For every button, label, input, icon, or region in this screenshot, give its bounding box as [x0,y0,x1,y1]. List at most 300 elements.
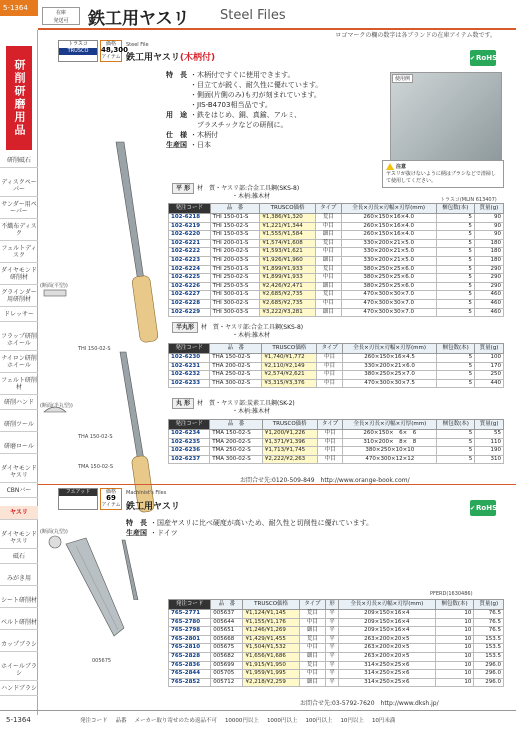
column-header: 質量(g) [474,600,504,610]
order-code-cell[interactable]: 765-2836 [169,661,211,670]
legend-item: 100円以上 [305,718,333,724]
table-cell: 330×200×21×5.0 [341,256,436,265]
table-cell: 荒目 [299,635,325,644]
table-cell: 5 [437,430,475,439]
table-cell: TMA 200-02-S [210,438,263,447]
sidebar-item[interactable]: ディスクペーパー [0,176,38,197]
sidebar-item[interactable]: 研削砥石 [0,154,38,168]
table-cell: 460 [474,291,503,300]
item-count-l1: 価格 [105,41,116,47]
table-cell: ¥2,110/¥2,149 [262,362,317,371]
rohs-badge: ✔ RoHS [470,50,496,66]
feature-row [166,70,322,80]
legend-item: 1000円以上 [266,718,298,724]
column-header: タイプ [315,204,341,214]
table-cell: THI 300-03-S [210,308,260,317]
product-title [126,50,215,63]
legend-item: 10円未満 [371,718,396,724]
column-header: TRUSCO価格 [260,204,315,214]
feature-value: ・ドイツ [150,529,178,537]
table-row [169,447,504,456]
table-cell: 260×150×16×4.0 [341,222,436,231]
table-header-row [169,600,504,610]
table-row [169,354,504,363]
feature-value: ・日本 [190,141,211,149]
table-cell: ¥1,740/¥1,772 [262,354,317,363]
table-row [169,371,504,380]
order-code-cell[interactable]: 102-6224 [169,265,211,274]
table-cell: 中目 [317,438,343,447]
feature-value: ・側面(片側のみ)も刃が刻まれています。 [190,91,321,99]
order-code-cell[interactable]: 102-6226 [169,282,211,291]
table-cell: 中目 [317,371,343,380]
sidebar-item[interactable]: カップブラシ [0,638,38,652]
item-count2-l1: 価格 [105,489,116,495]
table-cell: ¥2,685/¥2,735 [260,299,315,308]
table-cell: 10 [435,661,474,670]
feature-value: ・目立てが鋭く、耐久性に優れています。 [190,81,323,89]
flat-spec-table [168,203,504,317]
table-cell: 5 [437,438,475,447]
table-cell: TMA 150-02-S [210,430,263,439]
table-row [169,256,504,265]
half-material-l1: 材 質・ヤスリ部:合金工具鋼(SKS-8) [201,324,304,331]
item-count2-value: 69 [106,494,116,502]
table-cell: 5 [436,274,474,283]
order-code-cell[interactable]: 102-6222 [169,248,211,257]
round-material-l2: ・木柄:雑木材 [232,408,271,415]
table-cell: THI 200-03-S [210,256,260,265]
table-cell: 314×250×25×6 [339,678,436,687]
feature-value: ・木柄付 [190,131,218,139]
sidebar-item[interactable]: ホイールブラシ [0,660,38,681]
order-code-cell[interactable]: 102-6235 [169,438,210,447]
sidebar-item[interactable]: グラインダー用研削材 [0,286,38,307]
feature-key: 特 長 [126,519,147,527]
sidebar-item[interactable]: ダイヤモンドヤスリ [0,462,38,483]
page-number-bottom: 5-1364 [6,716,31,724]
sidebar-item[interactable]: みがき用 [0,572,38,586]
table-cell: THI 150-02-S [210,222,260,231]
table-cell: THI 150-03-S [210,231,260,240]
table-cell: 314×250×25×6 [339,670,436,679]
section-divider [38,484,516,485]
table-cell: ¥1,371/¥1,396 [262,438,317,447]
warning-icon [386,163,394,170]
stock-badge-line2: 発送可 [53,18,69,24]
table-cell: 470×300×12×12 [343,455,437,464]
table-row [169,282,504,291]
order-code-cell[interactable]: 765-2828 [169,652,211,661]
sidebar-item[interactable]: CBNバー [0,484,38,498]
table-cell: THA 150-02-S [210,354,262,363]
column-header: 発注コード [169,204,211,214]
half-round-file-drawing [120,352,155,513]
brand-right-label: トラスコ(MLIN 613407) [440,197,497,203]
table-cell: 290 [474,265,503,274]
table-cell: 005699 [211,661,243,670]
order-code-cell[interactable]: 102-6231 [169,362,210,371]
table-cell: 中目 [299,670,325,679]
sidebar-category-tab[interactable]: 研削研磨用品 [6,46,32,150]
page-header [38,0,516,30]
table-row [169,362,504,371]
feature-row [166,120,322,130]
table-cell: 470×300×30×7.0 [341,291,436,300]
table-row [169,438,504,447]
table-row [169,618,504,627]
sidebar-item[interactable]: サンダー用ペーパー [0,198,38,219]
caution-title: 注意 [396,164,407,170]
table-cell: 5 [436,256,474,265]
column-header: 梱包数(本) [435,600,474,610]
stock-badge [42,7,80,25]
feature-key: 生産国 [166,141,187,149]
order-code-cell[interactable]: 102-6233 [169,379,210,388]
order-code-cell[interactable]: 102-6232 [169,371,210,380]
feature-value: ・鉄をはじめ、銅、真鍮、アルミ、 [190,111,302,119]
table-cell: 380×250×10×10 [343,447,437,456]
pferd-contact: お問合せ先:03-5792-7620 http://www.dksh.jp/ [300,700,439,707]
order-code-cell[interactable]: 102-6227 [169,291,211,300]
table-cell: 470×300×30×7.5 [342,379,436,388]
feature-value: ・JIS-B4703相当品です。 [190,101,272,109]
table-row [169,265,504,274]
column-header: 質量(g) [475,344,504,354]
product1-features [166,70,322,150]
column-header: タイプ [317,344,343,354]
table-cell: 330×200×21×5.0 [341,248,436,257]
table-cell: THA 200-02-S [210,362,262,371]
table-cell: 005644 [211,618,243,627]
feature-key: 生産国 [126,529,147,537]
sidebar-item[interactable]: ナイロン研削ホイール [0,352,38,373]
table-cell: 10 [435,670,474,679]
column-header: 発注コード [169,600,211,610]
table-cell: THI 200-02-S [210,248,260,257]
legend-item: 10000円以上 [224,718,259,724]
order-code-cell[interactable]: 765-2852 [169,678,211,687]
table-cell: 平 [326,678,339,687]
table-cell: 110 [475,438,504,447]
legend-item: 発注コード [80,718,108,724]
flat-type-tag: 平 形 [172,183,194,194]
half-spec-table [168,343,504,388]
table-cell: 中目 [317,354,343,363]
caution-text: ヤスリが抜けないように柄はブラシなどで清掃して使用してください。 [386,171,496,184]
flat-section-label: (断面(平型)) [40,283,68,289]
table-cell: 170 [475,362,504,371]
table-header-row [169,204,504,214]
table-cell: 180 [474,248,503,257]
flat-file-drawing [116,142,159,343]
table-cell: 細目 [315,308,341,317]
order-code-cell[interactable]: 765-2780 [169,618,211,627]
table-cell: 中目 [317,379,343,388]
order-code-cell[interactable]: 765-2844 [169,670,211,679]
column-header: 質量(g) [474,204,503,214]
table-cell: 260×150×16×4.0 [341,214,436,223]
table-cell: ¥1,555/¥1,584 [260,231,315,240]
table-cell: 10 [435,610,474,619]
table-row [169,214,504,223]
sidebar-item[interactable]: ハンドブラシ [0,682,38,696]
brand2-name: フエアッド [59,489,97,496]
legend-item: 品番 [115,718,127,724]
table-cell: 10 [435,635,474,644]
table-cell: 153.5 [474,644,504,653]
round-spec-table [168,419,504,464]
table-cell: 5 [436,239,474,248]
table-cell: 5 [436,291,474,300]
rohs-badge-2: ✔ RoHS [470,500,496,516]
table-row [169,430,504,439]
column-header: 全長×刃長×刃幅×刃厚(mm) [341,204,436,214]
table-cell: 荒目 [299,610,325,619]
table-cell: ¥2,222/¥2,263 [262,455,317,464]
order-code-cell[interactable]: 102-6237 [169,455,210,464]
table-cell: 5 [437,362,475,371]
table-cell: 平 [326,652,339,661]
order-code-cell[interactable]: 765-2801 [169,635,211,644]
brand-name: トラスコ [68,41,88,47]
table-cell: 5 [436,222,474,231]
table-cell: ¥1,429/¥1,455 [243,635,299,644]
table-cell: ¥3,222/¥3,281 [260,308,315,317]
column-header: 質量(g) [475,420,504,430]
table-cell: 中目 [315,274,341,283]
table-cell: 5 [437,354,475,363]
table-cell: 296.0 [474,661,504,670]
order-code-cell[interactable]: 102-6221 [169,239,211,248]
column-header: タイプ [317,420,343,430]
table-cell: ¥1,593/¥1,621 [260,248,315,257]
table-cell: 330×200×21×6.0 [342,362,436,371]
table-cell: 380×250×25×7.0 [342,371,436,380]
flat-ill-label: THI 150-02-S [78,346,111,352]
table-cell: 330×200×21×5.0 [341,239,436,248]
round-section-drawing [49,536,61,548]
feature-value: ・国産ヤスリに比べ硬度が高いため、耐久性と切削性に優れています。 [150,519,374,527]
table-cell: 10 [435,652,474,661]
table-row [169,455,504,464]
table-cell: 10 [435,644,474,653]
table-cell: 荒目 [315,291,341,300]
table-row [169,678,504,687]
brand-sub: TRUSCO [59,48,97,55]
stock-badge-line1: 在庫 [55,10,66,16]
table-cell: 005651 [211,627,243,636]
table-cell: 380×250×25×6.0 [341,265,436,274]
order-code-cell[interactable]: 102-6220 [169,231,211,240]
table-row [169,248,504,257]
sidebar-item[interactable]: 不織布ディスク [0,220,38,241]
table-cell: 460 [474,299,503,308]
table-row [169,652,504,661]
sidebar-item[interactable]: ダイヤモンド研削材 [0,264,38,285]
sidebar-item[interactable]: 砥石 [0,550,38,564]
table-cell: 5 [436,214,474,223]
table-cell: 005637 [211,610,243,619]
table-cell: 005668 [211,635,243,644]
table-cell: ¥1,504/¥1,532 [243,644,299,653]
order-code-cell[interactable]: 102-6230 [169,354,210,363]
feature-key: 用 途 [166,111,187,119]
order-code-cell[interactable]: 102-6228 [169,299,211,308]
sidebar-item[interactable]: ベルト研削材 [0,616,38,630]
table-cell: THI 250-01-S [210,265,260,274]
table-cell: 90 [474,231,503,240]
column-header: 全長×刃長×刃幅×刃厚(mm) [343,420,437,430]
order-code-cell[interactable]: 102-6234 [169,430,210,439]
header-note: ロゴマークの欄の数字は各ブランドの在庫アイテム数です。 [335,32,496,39]
sidebar-item[interactable]: フェルト研削材 [0,374,38,395]
table-cell: 180 [474,239,503,248]
table-cell: 153.5 [474,635,504,644]
feature-value: ・木柄付ですぐに使用できます。 [190,71,295,79]
feature-row [126,518,373,528]
product2-title: 鉄工用ヤスリ [126,502,180,512]
table-cell: ¥1,959/¥1,995 [243,670,299,679]
sidebar-item[interactable]: ドレッサー [0,308,38,322]
table-cell: 5 [437,371,475,380]
column-header: 品 番 [210,204,260,214]
table-cell: TMA 300-02-S [210,455,263,464]
feature-value: プラスチックなどの研削に。 [190,121,288,129]
product2-features [126,518,373,538]
sidebar-item[interactable]: ヤスリ [0,506,38,520]
feature-row [126,528,373,538]
table-cell: 平 [326,618,339,627]
table-cell: 005712 [211,678,243,687]
table-cell: 153.5 [474,652,504,661]
column-header: TRUSCO価格 [243,600,299,610]
order-code-cell[interactable]: 102-6218 [169,214,211,223]
machinist-spec-table [168,599,504,687]
half-ill-label: THA 150-02-S [78,434,113,440]
column-header: 梱包数(本) [436,204,474,214]
order-code-cell[interactable]: 102-6229 [169,308,211,317]
sidebar-item[interactable]: 研削ツール [0,418,38,432]
column-header: 発注コード [169,344,210,354]
table-header-row [169,344,504,354]
page-number-top: 5-1364 [0,0,38,16]
order-code-cell[interactable]: 765-2810 [169,644,211,653]
table-cell: ¥1,713/¥1,745 [262,447,317,456]
table-cell: 470×300×30×7.0 [341,308,436,317]
trusco-contact: お問合せ先:0120-509-849 http://www.orange-book.com/ [240,477,410,484]
sidebar-item[interactable]: シート研削材 [0,594,38,608]
table-cell: 細目 [315,231,341,240]
table-cell: 平 [326,670,339,679]
column-header: 発注コード [169,420,210,430]
feature-row [166,80,322,90]
product-en-label: Steel File [126,42,149,48]
table-cell: THI 200-01-S [210,239,260,248]
order-code-cell[interactable]: 102-6225 [169,274,211,283]
feature-row [166,140,322,150]
sidebar-item[interactable]: 研削ハンド [0,396,38,410]
order-code-cell[interactable]: 102-6223 [169,256,211,265]
column-header: 品 番 [210,344,262,354]
table-cell: 460 [474,308,503,317]
table-row [169,379,504,388]
half-section-label: (断面(半丸型)) [40,403,73,409]
sidebar-item[interactable]: ダイヤモンドヤスリ [0,528,38,549]
table-cell: 209×150×16×4 [339,627,436,636]
table-cell: 260×150×16×4.0 [341,231,436,240]
caution-box [382,160,504,188]
category-sidebar [0,30,38,715]
table-cell: 5 [436,308,474,317]
order-code-cell[interactable]: 765-2771 [169,610,211,619]
column-header: 梱包数(本) [437,420,475,430]
brand-right-label-2: PFERD(1630486) [430,591,473,597]
table-cell: 005705 [211,670,243,679]
order-code-cell[interactable]: 102-6236 [169,447,210,456]
table-row [169,610,504,619]
table-cell: 263×200×20×5 [339,635,436,644]
table-cell: 76.5 [474,610,504,619]
order-code-cell[interactable]: 102-6219 [169,222,211,231]
table-cell: ¥1,221/¥1,344 [260,222,315,231]
footer-legend [80,716,403,724]
sidebar-item[interactable]: フェルトディスク [0,242,38,263]
table-row [169,644,504,653]
table-cell: 310 [475,455,504,464]
table-cell: 76.5 [474,627,504,636]
table-cell: 5 [436,231,474,240]
table-cell: 荒目 [299,661,325,670]
table-cell: 中目 [315,222,341,231]
table-cell: ¥1,915/¥1,950 [243,661,299,670]
table-row [169,239,504,248]
table-cell: 細目 [299,678,325,687]
table-cell: 209×150×16×4 [339,618,436,627]
product-title-main: 鉄工用ヤスリ [126,53,180,63]
table-cell: TMA 250-02-S [210,447,263,456]
table-row [169,661,504,670]
product2-en-label: Machinist's Files [126,490,167,496]
table-cell: 380×250×25×6.0 [341,282,436,291]
table-cell: ¥3,315/¥3,376 [262,379,317,388]
column-header: タイプ [299,600,325,610]
table-cell: 260×150×16×4.5 [342,354,436,363]
feature-row [166,100,322,110]
table-row [169,670,504,679]
order-code-cell[interactable]: 765-2798 [169,627,211,636]
machinist-ill-label: 005675 [92,658,112,664]
table-cell: ¥1,656/¥1,686 [243,652,299,661]
table-cell: 90 [474,222,503,231]
table-cell: THI 250-02-S [210,274,260,283]
item-count-box-2 [100,488,122,510]
table-cell: THI 300-02-S [210,299,260,308]
table-cell: 10 [435,678,474,687]
table-cell: 263×200×20×5 [339,652,436,661]
sidebar-item[interactable]: 研磨ロール [0,440,38,454]
page-footer [0,710,516,729]
table-cell: 440 [475,379,504,388]
table-cell: 平 [326,661,339,670]
round-section-label: (断面(丸型)) [40,529,68,535]
table-cell: 5 [436,299,474,308]
table-cell: 平 [326,635,339,644]
table-cell: THA 300-02-S [210,379,262,388]
table-cell: 細目 [299,627,325,636]
sidebar-item[interactable]: フラップ研削ホイール [0,330,38,351]
flat-material-l2: ・木柄:雑木材 [232,193,271,200]
